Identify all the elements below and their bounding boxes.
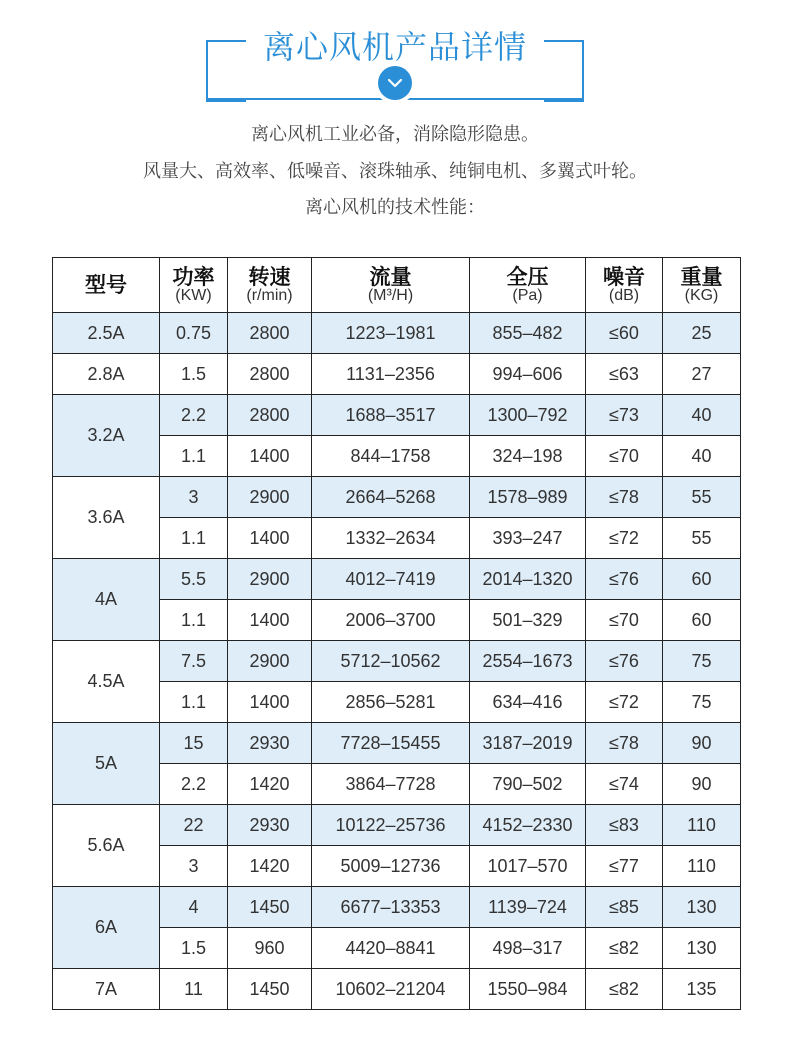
column-header-label: 型号 [85,272,127,297]
column-header-unit: (dB) [608,286,640,304]
table-cell: 40 [663,436,741,477]
table-cell: 2900 [228,641,312,682]
table-cell: 1.5 [160,354,228,395]
intro-line-2: 风量大、高效率、低噪音、滚珠轴承、纯铜电机、多翼式叶轮。 [143,161,647,182]
column-header [312,258,470,313]
column-header-unit: (Pa) [512,286,543,304]
table-cell: 1450 [228,969,312,1010]
table-cell: 15 [160,723,228,764]
table-cell: 135 [663,969,741,1010]
column-header [53,258,160,313]
table-cell: 55 [663,477,741,518]
table-cell: 4420–8841 [312,928,470,969]
table-cell: ≤60 [586,313,663,354]
table-cell: ≤72 [586,518,663,559]
table-cell: 60 [663,600,741,641]
table-cell: 393–247 [470,518,586,559]
table-cell: 1420 [228,764,312,805]
table-cell: 3187–2019 [470,723,586,764]
table-header-row [53,258,741,313]
table-cell: 1139–724 [470,887,586,928]
model-cell: 5.6A [53,805,160,887]
table-cell: 1.1 [160,682,228,723]
table-cell: 2800 [228,313,312,354]
table-cell: 1.1 [160,518,228,559]
table-cell: 1578–989 [470,477,586,518]
table-cell: 75 [663,682,741,723]
table-cell: 498–317 [470,928,586,969]
model-cell: 4.5A [53,641,160,723]
model-cell: 3.6A [53,477,160,559]
column-header-label: 重量 [680,264,723,289]
model-cell: 2.8A [53,354,160,395]
table-cell: 130 [663,928,741,969]
chevron-down-icon[interactable] [378,66,412,100]
column-header-label: 转速 [248,264,291,289]
table-row [53,313,741,354]
table-cell: 6677–13353 [312,887,470,928]
table-cell: 4012–7419 [312,559,470,600]
table-cell: ≤72 [586,682,663,723]
table-cell: 5712–10562 [312,641,470,682]
table-cell: 2800 [228,354,312,395]
intro-line-3: 离心风机的技术性能： [305,197,485,218]
table-cell: 25 [663,313,741,354]
model-cell: 2.5A [53,313,160,354]
intro-line-1: 离心风机工业必备，消除隐形隐患。 [251,124,539,145]
table-cell: 1.5 [160,928,228,969]
table-cell: ≤82 [586,969,663,1010]
table-cell: ≤78 [586,723,663,764]
column-header-label: 流量 [369,264,412,289]
model-cell: 7A [53,969,160,1010]
table-cell: 4152–2330 [470,805,586,846]
column-header-unit: (r/min) [246,286,293,304]
table-cell: 11 [160,969,228,1010]
column-header-label: 噪音 [603,264,645,289]
column-header-label: 全压 [506,264,549,289]
table-body [53,313,741,1010]
table-cell: ≤74 [586,764,663,805]
table-cell: 2.2 [160,395,228,436]
table-cell: 2014–1320 [470,559,586,600]
table-cell: 1400 [228,600,312,641]
spec-table [52,257,741,1010]
table-cell: 1.1 [160,436,228,477]
table-cell: 1420 [228,846,312,887]
table-cell: ≤76 [586,641,663,682]
table-row [53,887,741,928]
table-cell: 790–502 [470,764,586,805]
table-row [53,477,741,518]
column-header [228,258,312,313]
table-cell: 1688–3517 [312,395,470,436]
model-cell: 6A [53,887,160,969]
table-cell: 1223–1981 [312,313,470,354]
table-cell: 324–198 [470,436,586,477]
table-cell: ≤83 [586,805,663,846]
table-cell: 2856–5281 [312,682,470,723]
table-cell: 1400 [228,518,312,559]
table-cell: 10122–25736 [312,805,470,846]
table-cell: 5.5 [160,559,228,600]
table-row [53,395,741,436]
table-cell: 40 [663,395,741,436]
table-cell: 10602–21204 [312,969,470,1010]
column-header [586,258,663,313]
table-cell: 3864–7728 [312,764,470,805]
table-cell: 3 [160,846,228,887]
table-cell: ≤70 [586,600,663,641]
table-cell: 7728–15455 [312,723,470,764]
model-cell: 3.2A [53,395,160,477]
column-header [470,258,586,313]
table-cell: 2900 [228,559,312,600]
table-cell: 960 [228,928,312,969]
table-cell: 5009–12736 [312,846,470,887]
table-row [53,559,741,600]
table-cell: 1450 [228,887,312,928]
table-cell: 2664–5268 [312,477,470,518]
table-cell: 2554–1673 [470,641,586,682]
table-cell: 2930 [228,805,312,846]
table-cell: 994–606 [470,354,586,395]
table-cell: 3 [160,477,228,518]
table-cell: 844–1758 [312,436,470,477]
table-cell: 27 [663,354,741,395]
table-cell: 1400 [228,436,312,477]
table-cell: 110 [663,805,741,846]
table-cell: 0.75 [160,313,228,354]
table-cell: 1131–2356 [312,354,470,395]
model-cell: 5A [53,723,160,805]
table-cell: 90 [663,764,741,805]
table-cell: ≤76 [586,559,663,600]
column-header [663,258,741,313]
page-title: 离心风机产品详情 [262,28,527,66]
table-cell: ≤85 [586,887,663,928]
table-row [53,354,741,395]
table-row [53,641,741,682]
table-cell: 2900 [228,477,312,518]
table-cell: 1017–570 [470,846,586,887]
table-cell: 1.1 [160,600,228,641]
table-cell: 1332–2634 [312,518,470,559]
table-cell: 1550–984 [470,969,586,1010]
table-cell: ≤78 [586,477,663,518]
table-cell: ≤73 [586,395,663,436]
table-cell: 2930 [228,723,312,764]
column-header [160,258,228,313]
table-row [53,805,741,846]
table-cell: 60 [663,559,741,600]
table-cell: 110 [663,846,741,887]
column-header-label: 功率 [172,264,215,289]
table-cell: 501–329 [470,600,586,641]
table-cell: 634–416 [470,682,586,723]
table-cell: 1300–792 [470,395,586,436]
table-cell: ≤77 [586,846,663,887]
table-cell: 2006–3700 [312,600,470,641]
table-cell: 55 [663,518,741,559]
column-header-unit: (KW) [175,286,212,304]
table-cell: 2800 [228,395,312,436]
table-cell: ≤63 [586,354,663,395]
table-cell: 130 [663,887,741,928]
table-cell: 90 [663,723,741,764]
table-row [53,723,741,764]
table-cell: 1400 [228,682,312,723]
column-header-unit: (KG) [684,286,719,304]
column-header-unit: (M³/H) [367,286,414,304]
table-cell: ≤70 [586,436,663,477]
table-cell: 22 [160,805,228,846]
table-cell: 855–482 [470,313,586,354]
table-cell: 75 [663,641,741,682]
model-cell: 4A [53,559,160,641]
table-cell: 4 [160,887,228,928]
table-cell: ≤82 [586,928,663,969]
table-cell: 2.2 [160,764,228,805]
table-cell: 7.5 [160,641,228,682]
table-row [53,969,741,1010]
